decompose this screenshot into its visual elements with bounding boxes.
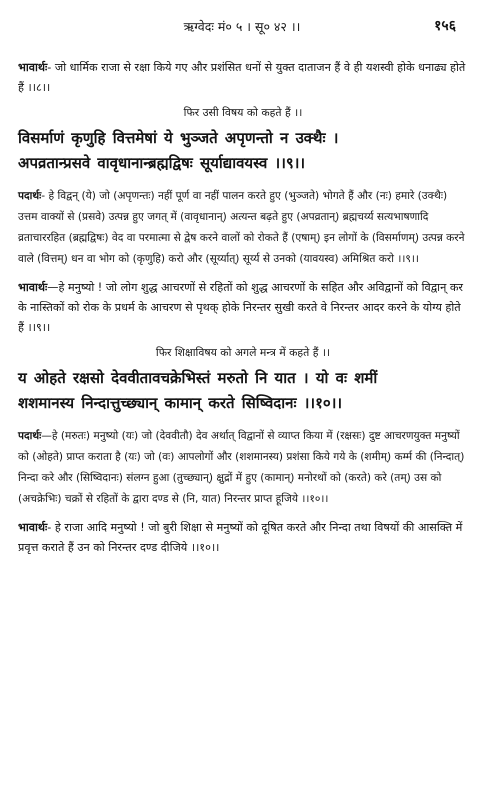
mantra-9-line-1: विसर्माणं कृणुहि वित्तमेषां ये भुञ्जते अपृणन्तो न उक्थैः । [18,129,339,147]
intro-9: फिर उसी विषय को कहते हैं ।। [183,106,303,119]
page-number: १५६ [434,18,456,34]
padartha-label: पदार्थः [18,190,42,202]
bhavartha-text: —हे मनुष्यो ! जो लोग शुद्ध आचरणों से रहितों को शुद्ध आचरणों के सहित और अविद्वानों को विद्वान् कर के नास्तिकों को रोक के प्रधर्म के आचरण से पृथक् होके निरन्तर सुखी करते वे निरन्तर आदर करने के योग्य होते हैं ।।९।। [18,281,463,334]
padartha-text: - हे विद्वन् (ये) जो (अपृणन्तः) नहीं पूर्ण वा नहीं पालन करते हुए (भुञ्जते) भोगते हैं और (नः) हमारे (उक्थैः) उत्तम वाक्यों से (प्रसवे) उत्पन्न हुए जगत् में (वावृधानान्) अत्यन्त बढ़ते हुए (अपव्रतान्) ब्रह्मचर्य्य सत्यभाषणादि व्रताचाररहित (ब्रह्मद्विषः) वेद वा परमात्मा से द्वेष करने वालों को रोकते हैं (एषाम्) इन लोगों के (विसर्माणम्) उत्पन्न करने वाले (वित्तम्) धन वा भोग को (कृणुहि) करो और (सूर्य्यात्) सूर्य्य से उनको (यावयस्व) अमिश्रित करो ।।९।। [18,190,465,265]
padartha-label: पदार्थः [18,430,42,442]
bhavartha-text: - जो धार्मिक राजा से रक्षा किये गए और प्रशंसित धनों से युक्त दाताजन हैं वे ही यशस्वी होके धनाढ्य होते हैं ।।८।। [18,61,466,94]
padartha-10 [18,426,468,510]
bhavartha-10 [18,518,468,558]
mantra-10-line-2: शशमानस्य निन्दात्तुच्छ्यान् कामान् करते सिष्विदानः ।।१०।। [18,394,343,412]
running-head: ऋग्वेदः मं० ५ । सू० ४२ ।। [183,19,301,34]
intro-10: फिर शिक्षाविषय को अगले मन्त्र में कहते हैं ।। [155,346,331,359]
mantra-9-line-2: अपव्रतान्प्रसवे वावृधानान्ब्रह्मद्विषः सूर्याद्यावयस्व ।।९।। [18,154,306,172]
padartha-text: —हे (मरुतः) मनुष्यो (यः) जो (देववीतौ) देव अर्थात् विद्वानों से व्याप्त किया में (रक्षसः) दुष्ट आचरणयुक्त मनुष्यों को (ओहते) प्राप्त कराता है (यः) जो (वः) आपलोगों और (शशमानस्य) प्रशंसा किये गये के (शमीम्) कर्म्म की (निन्दात्) निन्दा करे और (सिष्विदानः) संलग्न हुआ (तुच्छ्यान्) क्षुद्रों में हुए (कामान्) मनोरथों को (करते) करे (तम्) उस को (अचक्रेभिः) चक्रों से रहितों के द्वारा दण्ड से (नि, यात) निरन्तर प्राप्त हूजिये ।।१०।। [18,430,465,505]
bhavartha-text: - हे राजा आदि मनुष्यो ! जो बुरी शिक्षा से मनुष्यों को दूषित करते और निन्दा तथा विषयों की आसक्ति में प्रवृत्त कराते हैं उन को निरन्तर दण्ड दीजिये ।।१०।। [18,521,463,554]
page-header [0,18,484,38]
bhavartha-8 [18,58,468,98]
bhavartha-9 [18,278,468,338]
padartha-9 [18,186,468,270]
page-body [18,58,468,564]
bhavartha-label: भावार्थः [18,61,48,74]
mantra-10-line-1: य ओहते रक्षसो देववीतावचक्रेभिस्तं मरुतो नि यात । यो वः शमीं [18,369,378,387]
bhavartha-label: भावार्थः [18,281,48,294]
bhavartha-label: भावार्थः [18,521,48,534]
